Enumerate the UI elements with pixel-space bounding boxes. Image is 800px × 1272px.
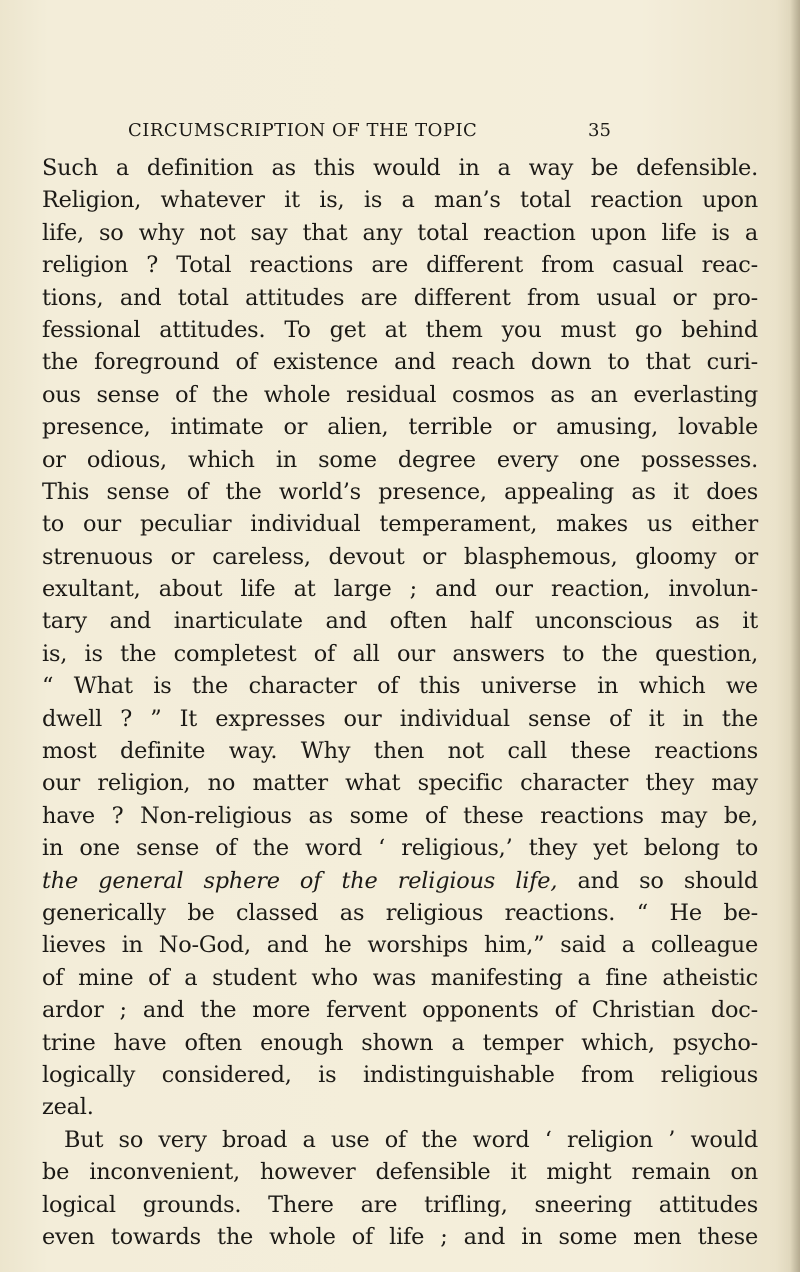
text-line: dwell ? ” It expresses our individual sense of it in the	[42, 705, 758, 732]
text-line: Religion, whatever it is, is a man’s total reaction upon	[42, 187, 758, 214]
text-line: ous sense of the whole residual cosmos as an everlasting	[42, 381, 758, 408]
text-line-paragraph-start: But so very broad a use of the word ‘ religion ’ would	[64, 1126, 758, 1153]
text-line: tions, and total attitudes are different from usual or pro-	[42, 284, 758, 311]
text-line: have ? Non-religious as some of these reactions may be,	[42, 802, 758, 829]
text-line: religion ? Total reactions are different from casual reac-	[42, 252, 758, 279]
text-line: Such a definition as this would in a way be defensible.	[42, 155, 758, 181]
text-line: is, is the completest of all our answers to the question,	[42, 640, 758, 667]
text-line: strenuous or careless, devout or blasphemous, gloomy or	[42, 543, 758, 570]
text-line: logically considered, is indistinguishable from religious	[42, 1061, 758, 1088]
text-line: generically be classed as religious reactions. “ He be-	[42, 899, 758, 926]
text-line: ardor ; and the more fervent opponents of Christian doc-	[42, 997, 758, 1024]
page-edge-shadow	[790, 0, 800, 1272]
text-line: be inconvenient, however defensible it might remain on	[42, 1159, 758, 1186]
text-line: or odious, which in some degree every one possesses.	[42, 446, 758, 473]
text-line: even towards the whole of life ; and in some men these	[42, 1223, 758, 1250]
text-line: in one sense of the word ‘ religious,’ they yet belong to	[42, 835, 758, 862]
text-line: tary and inarticulate and often half unconscious as it	[42, 608, 758, 635]
text-line: life, so why not say that any total reaction upon life is a	[42, 219, 758, 246]
text-line: trine have often enough shown a temper which, psycho-	[42, 1029, 758, 1056]
text-line: the foreground of existence and reach down to that curi-	[42, 349, 758, 376]
body-text	[42, 152, 758, 1253]
page-number: 35	[588, 120, 611, 141]
text-line: fessional attitudes. To get at them you must go behind	[42, 316, 758, 343]
text-line: to our peculiar individual temperament, makes us either	[42, 511, 758, 538]
text-line: exultant, about life at large ; and our reaction, involun-	[42, 576, 758, 603]
text-line: lieves in No-God, and he worships him,” said a colleague	[42, 932, 758, 959]
text-line: logical grounds. There are trifling, sneering attitudes	[42, 1191, 758, 1218]
text-line: of mine of a student who was manifesting a fine atheistic	[42, 964, 758, 991]
italic-phrase: the general sphere of the religious life,	[42, 867, 558, 894]
text-line: most definite way. Why then not call these reactions	[42, 738, 758, 765]
text-line: This sense of the world’s presence, appealing as it does	[42, 478, 758, 505]
text-line-with-italic	[42, 865, 758, 897]
text-line: presence, intimate or alien, terrible or amusing, lovable	[42, 414, 758, 441]
text-line: “ What is the character of this universe in which we	[42, 673, 758, 700]
text-line: our religion, no matter what specific character they may	[42, 770, 758, 797]
text-line-paragraph-end: zeal.	[42, 1094, 94, 1121]
line-text-after-italic: and so should	[557, 867, 758, 894]
running-head: CIRCUMSCRIPTION OF THE TOPIC	[128, 120, 478, 141]
